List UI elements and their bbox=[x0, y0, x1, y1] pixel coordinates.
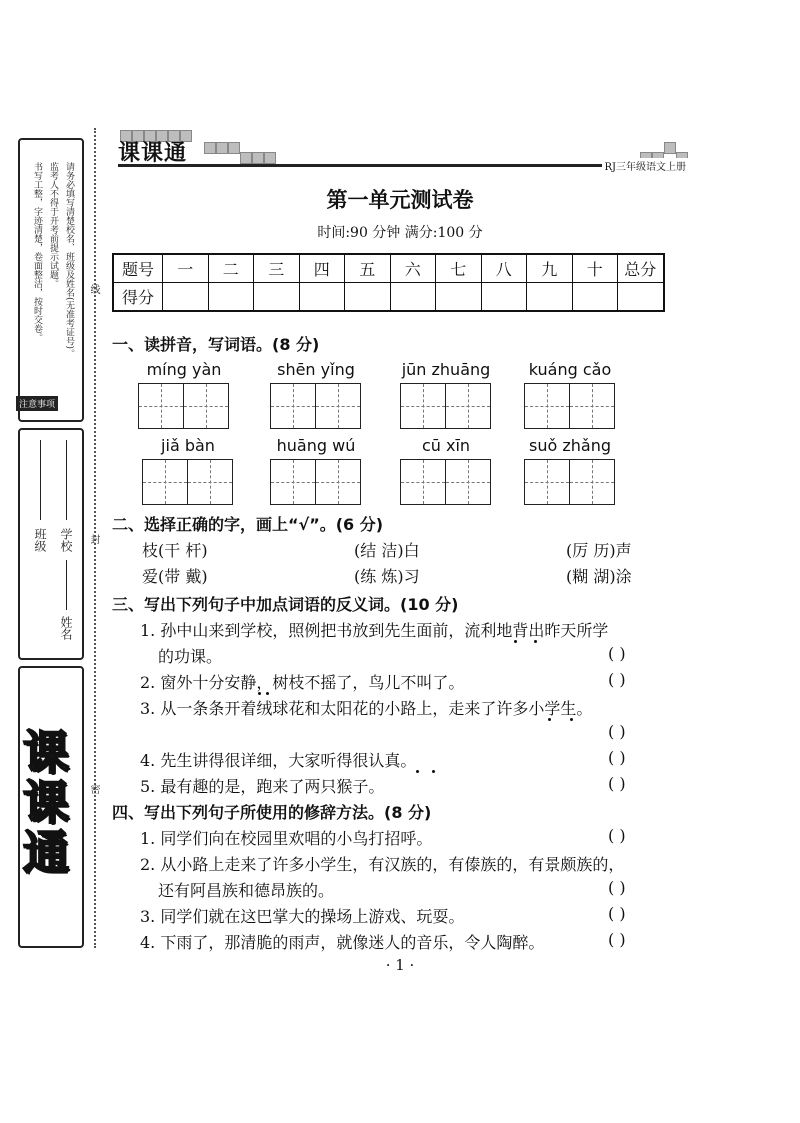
score-input-cell[interactable] bbox=[254, 283, 300, 312]
answer-blank[interactable]: ( ) bbox=[608, 930, 626, 949]
class-label: 班级 bbox=[33, 528, 47, 552]
notice-line-3: 书写工整，字迹清楚，卷面整洁，按时交卷。 bbox=[32, 162, 42, 342]
answer-blank[interactable]: ( ) bbox=[608, 774, 626, 793]
writing-grid[interactable] bbox=[400, 383, 491, 429]
score-header-cell: 九 bbox=[527, 254, 573, 283]
score-input-cell[interactable] bbox=[390, 283, 436, 312]
question-4-2-cont: 还有阿昌族和德昂族的。 bbox=[158, 881, 335, 900]
pinyin-label: cū xīn bbox=[421, 436, 471, 455]
name-label: 姓名 bbox=[59, 616, 73, 640]
page-title: 第一单元测试卷 bbox=[326, 188, 474, 212]
score-header-cell: 五 bbox=[345, 254, 391, 283]
score-header-cell: 八 bbox=[481, 254, 527, 283]
emphasis-dot bbox=[258, 692, 261, 695]
question-3-2: 2. 窗外十分安静，树枝不摇了，鸟儿不叫了。 bbox=[140, 673, 465, 692]
writing-grid[interactable] bbox=[138, 383, 229, 429]
cut-mark-seal: 封 bbox=[88, 534, 99, 544]
exam-time-info: 时间:90 分钟 满分:100 分 bbox=[317, 225, 483, 241]
notice-title: 注意事项 bbox=[6, 392, 68, 411]
score-header-cell: 题号 bbox=[113, 254, 163, 283]
question-4-2: 2. 从小路上走来了许多小学生，有汉族的，有傣族的，有景颇族的， bbox=[140, 855, 625, 874]
section-2-title: 二、选择正确的字，画上“√”。(6 分) bbox=[112, 515, 384, 534]
score-input-cell[interactable] bbox=[345, 283, 391, 312]
emphasis-dot bbox=[266, 692, 269, 695]
question-4-4: 4. 下雨了，那清脆的雨声，就像迷人的音乐，令人陶醉。 bbox=[140, 933, 545, 952]
score-input-cell[interactable] bbox=[299, 283, 345, 312]
score-header-cell: 七 bbox=[436, 254, 482, 283]
name-line bbox=[66, 560, 67, 610]
score-input-cell[interactable] bbox=[436, 283, 482, 312]
answer-blank[interactable]: ( ) bbox=[608, 904, 626, 923]
score-input-cell[interactable] bbox=[163, 283, 209, 312]
score-table bbox=[112, 253, 665, 312]
score-header-cell: 总分 bbox=[618, 254, 664, 283]
cut-mark-line: 线 bbox=[88, 284, 99, 294]
score-row-label: 得分 bbox=[113, 283, 163, 312]
notice-line-2: 监考人不得于开考前提示试题。 bbox=[48, 162, 58, 288]
question-3-5: 5. 最有趣的是，跑来了两只猴子。 bbox=[140, 777, 385, 796]
choice-item[interactable]: 枝(干 杆) bbox=[142, 541, 208, 560]
section-4-title: 四、写出下列句子所使用的修辞方法。(8 分) bbox=[112, 803, 432, 822]
choice-item[interactable]: (结 洁)白 bbox=[354, 541, 420, 560]
pinyin-label: jūn zhuāng bbox=[401, 360, 491, 379]
score-input-cell[interactable] bbox=[208, 283, 254, 312]
brand-logo: 课课通 bbox=[16, 728, 70, 878]
question-3-3: 3. 从一条条开着绒球花和太阳花的小路上，走来了许多小学生。 bbox=[140, 699, 593, 718]
school-line bbox=[66, 440, 67, 520]
answer-blank[interactable]: ( ) bbox=[608, 670, 626, 689]
score-header-cell: 三 bbox=[254, 254, 300, 283]
header-brand: 课课通 bbox=[118, 141, 188, 166]
class-line bbox=[40, 440, 41, 520]
choice-item[interactable]: (练 炼)习 bbox=[354, 567, 420, 586]
writing-grid[interactable] bbox=[270, 459, 361, 505]
emphasis-dot bbox=[514, 640, 517, 643]
emphasis-dot bbox=[432, 770, 435, 773]
writing-grid[interactable] bbox=[400, 459, 491, 505]
question-4-1: 1. 同学们向在校园里欢唱的小鸟打招呼。 bbox=[140, 829, 433, 848]
question-4-3: 3. 同学们就在这巴掌大的操场上游戏、玩耍。 bbox=[140, 907, 465, 926]
answer-blank[interactable]: ( ) bbox=[608, 722, 626, 741]
question-3-1-cont: 的功课。 bbox=[158, 647, 223, 666]
notice-box bbox=[18, 138, 84, 422]
choice-item[interactable]: (糊 湖)涂 bbox=[566, 567, 632, 586]
score-input-cell[interactable] bbox=[527, 283, 573, 312]
notice-line-1: 请务必填写清楚校名、班级及姓名(无准考证号)。 bbox=[64, 162, 74, 359]
logo-box bbox=[18, 666, 84, 948]
score-header-cell: 一 bbox=[163, 254, 209, 283]
score-header-cell: 四 bbox=[299, 254, 345, 283]
score-table-header-row bbox=[113, 254, 664, 283]
emphasis-dot bbox=[548, 718, 551, 721]
page-number: · 1 · bbox=[385, 956, 415, 974]
pinyin-label: suǒ zhǎng bbox=[529, 436, 611, 455]
student-info-box bbox=[18, 428, 84, 660]
writing-grid[interactable] bbox=[524, 459, 615, 505]
emphasis-dot bbox=[570, 718, 573, 721]
edition-label: RJ三年级语文上册 bbox=[602, 158, 688, 173]
score-header-cell: 十 bbox=[572, 254, 618, 283]
answer-blank[interactable]: ( ) bbox=[608, 878, 626, 897]
pinyin-label: huāng wú bbox=[276, 436, 356, 455]
pinyin-label: míng yàn bbox=[146, 360, 222, 379]
section-3-title: 三、写出下列句子中加点词语的反义词。(10 分) bbox=[112, 595, 459, 614]
section-1-title: 一、读拼音，写词语。(8 分) bbox=[112, 335, 320, 354]
pinyin-label: shēn yǐng bbox=[277, 360, 355, 379]
writing-grid[interactable] bbox=[270, 383, 361, 429]
score-input-cell[interactable] bbox=[572, 283, 618, 312]
answer-blank[interactable]: ( ) bbox=[608, 826, 626, 845]
score-table-score-row bbox=[113, 283, 664, 312]
question-3-1: 1. 孙中山来到学校，照例把书放到先生面前，流利地背出昨天所学 bbox=[140, 621, 609, 640]
pinyin-label: jiǎ bàn bbox=[161, 436, 215, 455]
answer-blank[interactable]: ( ) bbox=[608, 748, 626, 767]
choice-item[interactable]: (厉 历)声 bbox=[566, 541, 632, 560]
score-input-cell[interactable] bbox=[481, 283, 527, 312]
emphasis-dot bbox=[534, 640, 537, 643]
writing-grid[interactable] bbox=[524, 383, 615, 429]
question-3-4: 4. 先生讲得很详细，大家听得很认真。 bbox=[140, 751, 417, 770]
pinyin-label: kuáng cǎo bbox=[528, 360, 612, 379]
score-input-cell[interactable] bbox=[618, 283, 664, 312]
score-header-cell: 二 bbox=[208, 254, 254, 283]
emphasis-dot bbox=[416, 770, 419, 773]
writing-grid[interactable] bbox=[142, 459, 233, 505]
cut-mark-secret: 密 bbox=[88, 784, 99, 794]
answer-blank[interactable]: ( ) bbox=[608, 644, 626, 663]
choice-item[interactable]: 爱(带 戴) bbox=[142, 567, 208, 586]
score-header-cell: 六 bbox=[390, 254, 436, 283]
school-label: 学校 bbox=[59, 528, 73, 552]
